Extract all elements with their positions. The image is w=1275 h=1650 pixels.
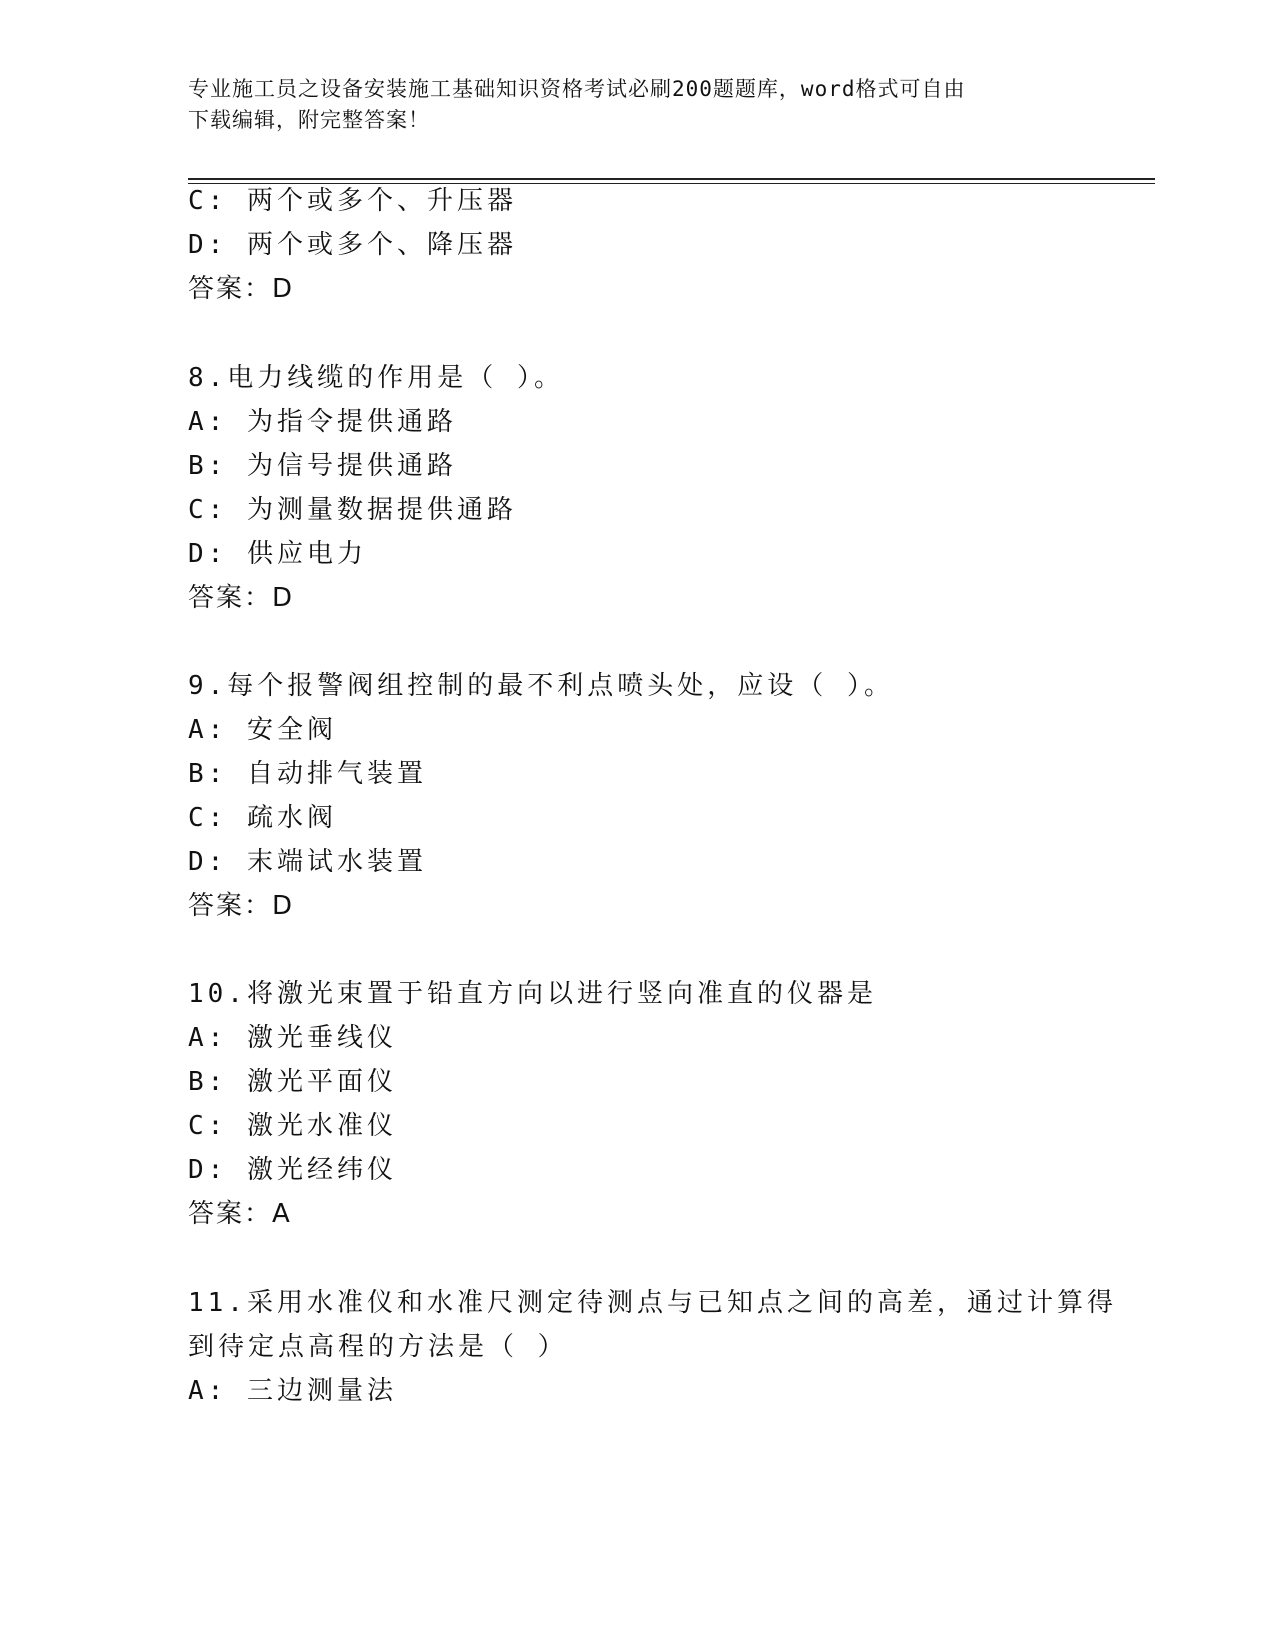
option-a: A: 为指令提供通路 — [188, 407, 457, 437]
header-line-1: 专业施工员之设备安装施工基础知识资格考试必刷200题题库，word格式可自由 — [188, 77, 966, 101]
option-c: C: 两个或多个、升压器 — [188, 186, 517, 216]
option-d: D: 供应电力 — [188, 539, 367, 569]
document-header — [188, 74, 1088, 136]
header-divider-thick — [188, 178, 1155, 180]
answer-line: 答案：D — [188, 583, 295, 613]
option-a: A: 三边测量法 — [188, 1376, 397, 1406]
answer-line: 答案：D — [188, 274, 295, 304]
option-a: A: 激光垂线仪 — [188, 1023, 397, 1053]
question-11-line-1: 11.采用水准仪和水准尺测定待测点与已知点之间的高差，通过计算得 — [188, 1288, 1117, 1318]
option-c: C: 激光水准仪 — [188, 1111, 397, 1141]
option-d: D: 两个或多个、降压器 — [188, 230, 517, 260]
option-d: D: 末端试水装置 — [188, 847, 427, 877]
question-10: 10.将激光束置于铅直方向以进行竖向准直的仪器是 — [188, 979, 877, 1009]
answer-line: 答案：D — [188, 891, 295, 921]
option-d: D: 激光经纬仪 — [188, 1155, 397, 1185]
question-11-line-2: 到待定点高程的方法是（ ） — [188, 1332, 568, 1362]
option-b: B: 激光平面仪 — [188, 1067, 397, 1097]
option-c: C: 为测量数据提供通路 — [188, 495, 517, 525]
answer-line: 答案：A — [188, 1199, 292, 1229]
header-line-2: 下载编辑，附完整答案！ — [188, 108, 430, 132]
option-b: B: 为信号提供通路 — [188, 451, 457, 481]
option-a: A: 安全阀 — [188, 715, 337, 745]
question-9: 9.每个报警阀组控制的最不利点喷头处，应设（ ）。 — [188, 671, 894, 701]
option-b: B: 自动排气装置 — [188, 759, 427, 789]
option-c: C: 疏水阀 — [188, 803, 337, 833]
question-8: 8.电力线缆的作用是（ ）。 — [188, 363, 564, 393]
